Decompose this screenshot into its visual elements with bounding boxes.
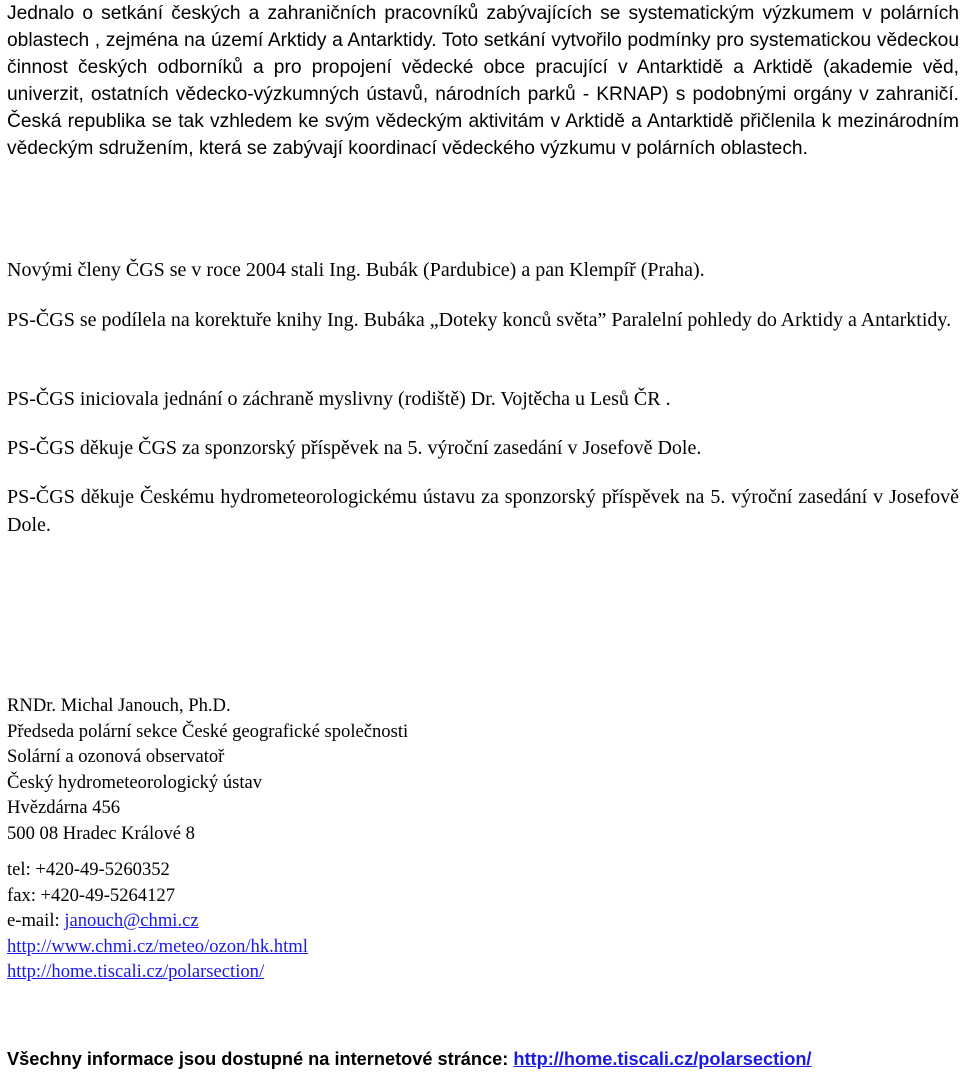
signature-street: Hvězdárna 456 (7, 797, 121, 818)
document-page (7, 0, 959, 1069)
footer-polarsection-link[interactable]: http://home.tiscali.cz/polarsection/ (513, 1049, 812, 1069)
contact-link-polarsection-line (7, 959, 308, 985)
contact-link-chmi-line (7, 934, 308, 960)
paragraph-thanks-chmi: PS-ČGS děkuje Českému hydrometeorologickému ústavu za sponzorský příspěvek na 5. výroční zasedání v Josefově Dole. (7, 486, 959, 536)
footer-note (7, 1046, 811, 1072)
paragraph-thanks-cgs: PS-ČGS děkuje ČGS za sponzorský příspěvek na 5. výroční zasedání v Josefově Dole. (7, 437, 702, 459)
contact-block (7, 857, 308, 985)
polarsection-link[interactable]: http://home.tiscali.cz/polarsection/ (7, 961, 265, 982)
chmi-ozone-link[interactable]: http://www.chmi.cz/meteo/ozon/hk.html (7, 935, 308, 957)
signature-position: Předseda polární sekce České geografické společnosti (7, 720, 409, 742)
signature-name: RNDr. Michal Janouch, Ph.D. (7, 695, 231, 716)
paragraph-gamekeeper-lodge: PS-ČGS iniciovala jednání o záchraně myslivny (rodiště) Dr. Vojtěcha u Lesů ČR . (7, 388, 671, 410)
signature-institute: Český hydrometeorologický ústav (7, 771, 263, 793)
signature-city: 500 08 Hradec Králové 8 (7, 822, 195, 844)
intro-paragraph: Jednalo o setkání českých a zahraničních pracovníků zabývajících se systematickým výzkumem v polárních oblastech , zejména na území Arktidy a Antarktidy. Toto setkání vytvořilo podmínky pro systematickou vědeckou činnost českých odborníků a pro propojení vědecké obce pracující v Antarktidě a Arktidě (akademie věd, univerzit, ostatních vědecko-výzkumných ústavů, národních parků - KRNAP) s podobnými orgány v zahraničí. Česká republika se tak vzhledem ke svým vědeckým aktivitám v Arktidě a Antarktidě přičlenila k mezinárodním vědeckým sdružením, která se zabývají koordinací vědeckého výzkumu v polárních oblastech. (7, 3, 959, 159)
contact-fax: fax: +420-49-5264127 (7, 884, 175, 906)
contact-tel: tel: +420-49-5260352 (7, 859, 170, 880)
paragraph-new-members: Novými členy ČGS se v roce 2004 stali Ing. Bubák (Pardubice) a pan Klempíř (Praha). (7, 259, 705, 281)
email-link[interactable]: janouch@chmi.cz (64, 910, 199, 931)
contact-email-line (7, 908, 308, 934)
signature-block (7, 693, 408, 846)
signature-department: Solární a ozonová observatoř (7, 746, 225, 767)
email-label: e-mail: (7, 910, 65, 931)
paragraph-book-proofreading: PS-ČGS se podílela na korektuře knihy Ing. Bubáka „Doteky konců světa” Paralelní pohledy do Arktidy a Antarktidy. (7, 309, 952, 331)
footer-text: Všechny informace jsou dostupné na internetové stránce: (7, 1049, 514, 1069)
